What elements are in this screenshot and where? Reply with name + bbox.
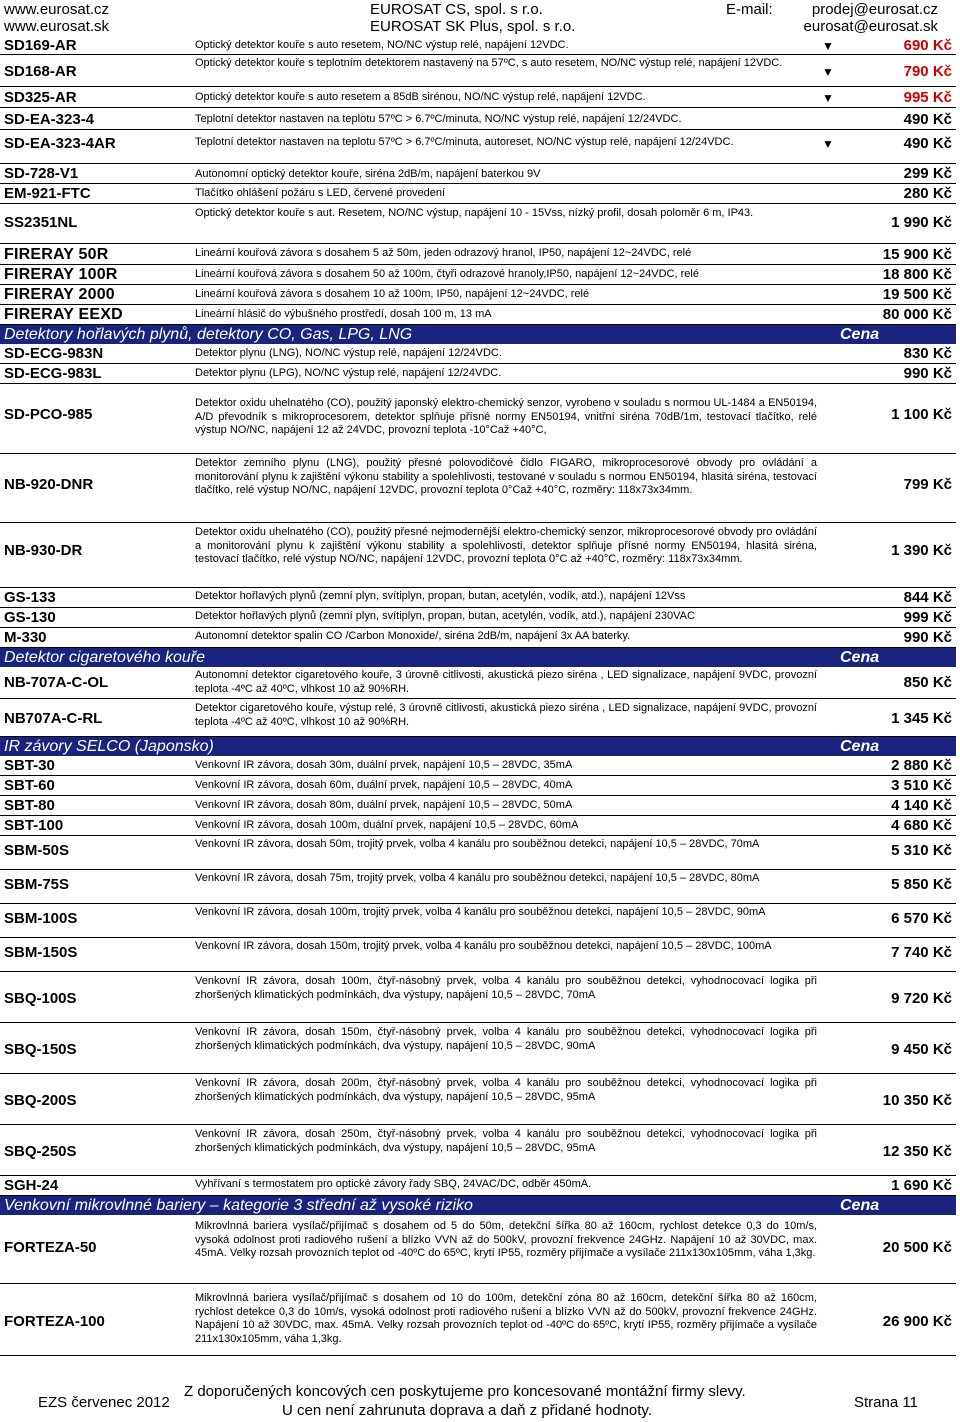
table-row bbox=[0, 667, 956, 699]
section-header-gas bbox=[0, 325, 956, 344]
product-price: 12 350 Kč bbox=[882, 1143, 952, 1160]
product-description: Detektor plynu (LPG), NO/NC výstup relé, napájení 12/24VDC. bbox=[195, 367, 502, 379]
product-description: Mikrovlnná bariera vysílač/přijímač s dosahem od 5 do 50m, detekční šířka 80 až 160cm, rychlost detekce 0,3 do 10m/s, vysoká odolnost proti radiového rušení a blízko VVN až do 500kV, provozní frekvence 24GHz. Napájení 10 až 30VDC, max. 45mA. Velky rozsah provozních teplot od -40ºC do 65ºC, krytí IP55, rozměry přijímače a vysílače 211x130x105mm, váha 1,3kg. bbox=[195, 1220, 817, 1259]
product-description: Venkovní IR závora, dosah 100m, duální prvek, napájení 10,5 – 28VDC, 60mA bbox=[195, 819, 579, 831]
product-code: SD168-AR bbox=[4, 63, 77, 80]
product-description: Detektor hořlavých plynů (zemní plyn, svítiplyn, propan, butan, acetylén, vodík, atd.), napájení 12Vss bbox=[195, 590, 686, 602]
table-row bbox=[0, 608, 956, 628]
header-email-label: E-mail: bbox=[726, 1, 773, 18]
table-row bbox=[0, 904, 956, 938]
table-row bbox=[0, 55, 956, 87]
product-price: 990 Kč bbox=[903, 365, 952, 382]
product-price: 6 570 Kč bbox=[891, 910, 952, 927]
table-row bbox=[0, 776, 956, 796]
product-code: SBQ-100S bbox=[4, 990, 77, 1007]
product-price: 1 390 Kč bbox=[891, 542, 952, 559]
product-code: SBM-75S bbox=[4, 876, 70, 893]
product-price: 490 Kč bbox=[903, 135, 952, 152]
product-code: NB-920-DNR bbox=[4, 476, 94, 493]
table-row bbox=[0, 1284, 956, 1356]
page-footer bbox=[0, 1380, 960, 1422]
price-change-down-icon: ▼ bbox=[822, 91, 834, 105]
product-code: SBT-30 bbox=[4, 757, 55, 774]
product-price: 3 510 Kč bbox=[891, 777, 952, 794]
header-web-sk: www.eurosat.sk bbox=[4, 18, 110, 35]
product-price: 490 Kč bbox=[903, 111, 952, 128]
product-price: 5 850 Kč bbox=[891, 876, 952, 893]
table-row bbox=[0, 1074, 956, 1125]
product-description: Detektor hořlavých plynů (zemní plyn, svítiplyn, propan, butan, acetylén, vodík, atd.), napájení 230VAC bbox=[195, 610, 695, 622]
product-price: 26 900 Kč bbox=[882, 1313, 952, 1330]
table-row bbox=[0, 384, 956, 454]
product-description: Venkovní IR závora, dosah 250m, čtyř-násobný prvek, volba 4 kanálu pro souběžnou detekci, vyhodnocovací logika při zhoršených klimatických podmínkách, dva výstupy, napájení 10,5 – 28VDC, 95mA bbox=[195, 1128, 817, 1154]
product-code: FORTEZA-50 bbox=[4, 1239, 97, 1256]
product-price: 2 880 Kč bbox=[891, 757, 952, 774]
table-row bbox=[0, 285, 956, 305]
product-description: Lineární kouřová závora s dosahem 5 až 50m, jeden odrazový hranol, IP50, napájení 12~24VDC, relé bbox=[195, 247, 692, 259]
product-price: 19 500 Kč bbox=[882, 286, 952, 303]
product-code: SBM-100S bbox=[4, 910, 78, 927]
product-code: SD-ECG-983L bbox=[4, 365, 102, 382]
product-price: 80 000 Kč bbox=[882, 306, 952, 323]
product-description: Tlačítko ohlášení požáru s LED, červené provedení bbox=[195, 187, 446, 199]
price-change-down-icon: ▼ bbox=[822, 137, 834, 151]
product-description: Optický detektor kouře s aut. Resetem, NO/NC výstup, napájení 10 - 15Vss, nízký profil, dosah poloměr 6 m, IP43. bbox=[195, 207, 754, 219]
product-code: FIRERAY 2000 bbox=[4, 286, 115, 303]
product-price: 299 Kč bbox=[903, 165, 952, 182]
product-description: Venkovní IR závora, dosah 30m, duální prvek, napájení 10,5 – 28VDC, 35mA bbox=[195, 759, 573, 771]
table-row bbox=[0, 36, 956, 55]
product-code: SBT-60 bbox=[4, 777, 55, 794]
product-description: Venkovní IR závora, dosah 150m, čtyř-násobný prvek, volba 4 kanálu pro souběžnou detekci, vyhodnocovací logika při zhoršených klimatických podmínkách, dva výstupy, napájení 10,5 – 28VDC, 90mA bbox=[195, 1026, 817, 1052]
product-code: GS-130 bbox=[4, 609, 56, 626]
table-row bbox=[0, 344, 956, 364]
product-code: FIRERAY 100R bbox=[4, 266, 118, 283]
section-header-ir bbox=[0, 737, 956, 756]
product-description: Vyhřívaní s termostatem pro optické závory řady SBQ, 24VAC/DC, odběr 450mA. bbox=[195, 1178, 592, 1190]
table-row bbox=[0, 244, 956, 265]
table-row bbox=[0, 699, 956, 737]
product-description: Autonomní detektor spalin CO /Carbon Monoxide/, siréna 2dB/m, napájení 3x AA baterky. bbox=[195, 630, 631, 642]
product-code: FORTEZA-100 bbox=[4, 1313, 105, 1330]
product-description: Detektor oxidu uhelnatého (CO), použitý japonský elektro-chemický senzor, vyrobeno v souladu s normou UL-1484 a EN50194, A/D převodník s mikroprocesorem, detektor splňuje přísné normy EN50194, vnitřní siréna 70dB/1m, testovací tlačítko, relé výstup NO/NC, napájení 12 až 24VDC, provozní teplota -10°Caž +40°C, bbox=[195, 397, 817, 436]
section-price-label: Cena bbox=[840, 738, 880, 755]
table-row bbox=[0, 756, 956, 776]
product-price: 850 Kč bbox=[903, 674, 952, 691]
table-row bbox=[0, 523, 956, 588]
product-price: 1 690 Kč bbox=[891, 1177, 952, 1194]
footer-date: EZS červenec 2012 bbox=[38, 1394, 170, 1411]
table-row bbox=[0, 454, 956, 523]
table-row bbox=[0, 870, 956, 904]
product-price: 830 Kč bbox=[903, 345, 952, 362]
product-code: FIRERAY EEXD bbox=[4, 306, 123, 323]
product-description: Venkovní IR závora, dosah 150m, trojitý prvek, volba 4 kanálu pro souběžnou detekci, napájení 10,5 – 28VDC, 100mA bbox=[195, 940, 772, 952]
product-price: 5 310 Kč bbox=[891, 842, 952, 859]
table-row bbox=[0, 816, 956, 836]
product-description: Teplotní detektor nastaven na teplotu 57ºC > 6.7ºC/minuta, NO/NC výstup relé, napájení 12/24VDC. bbox=[195, 113, 682, 125]
product-price: 690 Kč bbox=[903, 37, 952, 54]
section-price-label: Cena bbox=[840, 326, 880, 343]
header-company-cz: EUROSAT CS, spol. s r.o. bbox=[370, 1, 543, 18]
product-description: Teplotní detektor nastaven na teplotu 57ºC > 6.7ºC/minuta, autoreset, NO/NC výstup relé, napájení 12/24VDC. bbox=[195, 136, 734, 148]
product-code: EM-921-FTC bbox=[4, 185, 91, 202]
product-code: SD-EA-323-4AR bbox=[4, 135, 116, 152]
product-code: SGH-24 bbox=[4, 1177, 59, 1194]
product-code: SBQ-250S bbox=[4, 1143, 77, 1160]
table-row bbox=[0, 204, 956, 244]
product-description: Detektor oxidu uhelnatého (CO), použitý přesné nejmodernější elektro-chemický senzor, mikroprocesorové obvody pro ovládání a monitorování plynu k zajištění výkonu stability a spolehlivosti, detektor splňuje přísné normy EN50194, hlasitá siréna, testovací tlačítko, relé výstup NO/NC, napájení 12VDC, provozní teplota 0°C až +40°C, rozměry: 118x73x34mm. bbox=[195, 526, 817, 565]
section-title: Venkovní mikrovlnné bariery – kategorie 3 střední až vysoké riziko bbox=[4, 1197, 473, 1214]
product-description: Optický detektor kouře s teplotním detektorem nastavený na 57ºC, s auto resetem, NO/NC výstup relé, napájení 12VDC. bbox=[195, 57, 783, 69]
product-code: M-330 bbox=[4, 629, 47, 646]
product-description: Venkovní IR závora, dosah 80m, duální prvek, napájení 10,5 – 28VDC, 50mA bbox=[195, 799, 573, 811]
table-row bbox=[0, 1176, 956, 1196]
section-title: IR závory SELCO (Japonsko) bbox=[4, 738, 214, 755]
section-header-smoke bbox=[0, 648, 956, 667]
product-price: 9 450 Kč bbox=[891, 1041, 952, 1058]
product-price: 1 100 Kč bbox=[891, 406, 952, 423]
product-price: 1 990 Kč bbox=[891, 214, 952, 231]
product-code: NB-930-DR bbox=[4, 542, 83, 559]
product-price: 20 500 Kč bbox=[882, 1239, 952, 1256]
product-price: 9 720 Kč bbox=[891, 990, 952, 1007]
table-row bbox=[0, 305, 956, 325]
table-row bbox=[0, 1215, 956, 1284]
footer-vat-note: U cen není zahrunuta doprava a daň z přidané hodnoty. bbox=[282, 1402, 652, 1419]
table-row bbox=[0, 628, 956, 648]
product-code: SBT-100 bbox=[4, 817, 64, 834]
footer-page-number: Strana 11 bbox=[854, 1394, 918, 1411]
product-description: Venkovní IR závora, dosah 50m, trojitý prvek, volba 4 kanálu pro souběžnou detekci, napájení 10,5 – 28VDC, 70mA bbox=[195, 838, 760, 850]
section-header-mw bbox=[0, 1196, 956, 1215]
section-title: Detektor cigaretového kouře bbox=[4, 649, 205, 666]
product-code: SBM-150S bbox=[4, 944, 78, 961]
product-code: SD325-AR bbox=[4, 89, 77, 106]
product-description: Venkovní IR závora, dosah 100m, čtyř-násobný prvek, volba 4 kanálu pro souběžnou detekci, vyhodnocovací logika při zhoršených klimatických podmínkách, dva výstupy, napájení 10,5 – 28VDC, 70mA bbox=[195, 975, 817, 1001]
product-code: FIRERAY 50R bbox=[4, 246, 109, 263]
product-price: 799 Kč bbox=[903, 476, 952, 493]
product-price: 790 Kč bbox=[903, 63, 952, 80]
product-code: SBQ-150S bbox=[4, 1041, 77, 1058]
table-row bbox=[0, 87, 956, 108]
section-title: Detektory hořlavých plynů, detektory CO, Gas, LPG, LNG bbox=[4, 326, 413, 343]
product-description: Venkovní IR závora, dosah 60m, duální prvek, napájení 10,5 – 28VDC, 40mA bbox=[195, 779, 573, 791]
table-row bbox=[0, 836, 956, 870]
header-email-sk: eurosat@eurosat.sk bbox=[803, 18, 938, 35]
header-web-cz: www.eurosat.cz bbox=[4, 1, 110, 18]
product-description: Autonomní detektor cigaretového kouře, 3 úrovně citlivosti, akustická piezo siréna , LED signalizace, napájení 9VDC, provozní teplota -4ºC až 40ºC, vlhkost 10 až 90%RH. bbox=[195, 669, 817, 695]
product-description: Detektor cigaretového kouře, výstup relé, 3 úrovně citlivosti, akustická piezo siréna , LED signalizace, napájení 9VDC, provozní teplota -4ºC až 40ºC, vlhkost 10 až 90%RH. bbox=[195, 702, 817, 728]
price-change-down-icon: ▼ bbox=[822, 39, 834, 53]
product-price: 7 740 Kč bbox=[891, 944, 952, 961]
table-row bbox=[0, 972, 956, 1023]
product-price: 10 350 Kč bbox=[882, 1092, 952, 1109]
table-row bbox=[0, 938, 956, 972]
table-row bbox=[0, 130, 956, 164]
table-row bbox=[0, 1125, 956, 1176]
section-price-label: Cena bbox=[840, 649, 880, 666]
product-description: Optický detektor kouře s auto resetem a 85dB sirénou, NO/NC výstup relé, napájení 12VDC. bbox=[195, 91, 646, 103]
product-code: SD-728-V1 bbox=[4, 165, 79, 182]
product-description: Venkovní IR závora, dosah 100m, trojitý prvek, volba 4 kanálu pro souběžnou detekci, napájení 10,5 – 28VDC, 90mA bbox=[195, 906, 766, 918]
product-code: SBT-80 bbox=[4, 797, 55, 814]
product-description: Mikrovlnná bariera vysílač/přijímač s dosahem od 10 do 100m, detekční zóna 80 až 160cm, detekční šířka 80 až 160cm, rychlost detekce 0,3 do 10m/s, vysoká odolnost proti radiového rušení a blízko VVN až do 500kV, provozní frekvence 24GHz. Napájení 10 až 30VDC, max. 45mA. Velky rozsah provozních teplot od -40ºC do 65ºC, krytí IP55, rozměry přijímače a vysílače 211x130x105mm, váha 1,3kg. bbox=[195, 1292, 817, 1345]
product-code: SBM-50S bbox=[4, 842, 70, 859]
product-price: 18 800 Kč bbox=[882, 266, 952, 283]
product-code: SS2351NL bbox=[4, 214, 78, 231]
product-price: 15 900 Kč bbox=[882, 246, 952, 263]
product-price: 1 345 Kč bbox=[891, 710, 952, 727]
product-description: Lineární kouřová závora s dosahem 10 až 100m, IP50, napájení 12~24VDC, relé bbox=[195, 288, 590, 300]
table-row bbox=[0, 265, 956, 285]
header-company-sk: EUROSAT SK Plus, spol. s r.o. bbox=[370, 18, 576, 35]
product-code: SD-ECG-983N bbox=[4, 345, 104, 362]
table-row bbox=[0, 1023, 956, 1074]
table-row bbox=[0, 796, 956, 816]
table-row bbox=[0, 364, 956, 384]
page-header bbox=[0, 0, 960, 36]
product-description: Lineární kouřová závora s dosahem 50 až 100m, čtyři odrazové hranoly,IP50, napájení 12~24VDC, relé bbox=[195, 268, 699, 280]
product-description: Lineární hlásič do výbušného prostředí, dosah 100 m, 13 mA bbox=[195, 308, 492, 320]
product-price: 4 140 Kč bbox=[891, 797, 952, 814]
product-description: Venkovní IR závora, dosah 200m, čtyř-násobný prvek, volba 4 kanálu pro souběžnou detekci, vyhodnocovací logika při zhoršených klimatických podmínkách, dva výstupy, napájení 10,5 – 28VDC, 95mA bbox=[195, 1077, 817, 1103]
product-description: Detektor plynu (LNG), NO/NC výstup relé, napájení 12/24VDC. bbox=[195, 347, 502, 359]
product-code: SD-PCO-985 bbox=[4, 406, 93, 423]
product-price: 280 Kč bbox=[903, 185, 952, 202]
table-row bbox=[0, 184, 956, 204]
product-description: Detektor zemního plynu (LNG), použitý přesné polovodičové čidlo FIGARO, mikroprocesorové obvody pro ovládání a monitorování plynu k zajištění výkonu stability a spolehlivosti, testované v souladu s normou EN50194, hlasitá siréna, testovací tlačítko, relé výstup NO/NC, napájení 12VDC, provozní teplota 0°Caž +40°C, rozměry: 118x73x34mm. bbox=[195, 457, 817, 496]
product-description: Autonomní optický detektor kouře, siréna 2dB/m, napájení baterkou 9V bbox=[195, 168, 541, 180]
product-price: 990 Kč bbox=[903, 629, 952, 646]
table-row bbox=[0, 108, 956, 130]
product-price: 4 680 Kč bbox=[891, 817, 952, 834]
product-code: GS-133 bbox=[4, 589, 56, 606]
product-price: 999 Kč bbox=[903, 609, 952, 626]
product-price: 995 Kč bbox=[903, 89, 952, 106]
product-code: SBQ-200S bbox=[4, 1092, 77, 1109]
product-price: 844 Kč bbox=[903, 589, 952, 606]
product-code: SD169-AR bbox=[4, 37, 77, 54]
product-code: SD-EA-323-4 bbox=[4, 111, 95, 128]
section-price-label: Cena bbox=[840, 1197, 880, 1214]
price-change-down-icon: ▼ bbox=[822, 65, 834, 79]
product-code: NB-707A-C-OL bbox=[4, 674, 109, 691]
footer-discount-note: Z doporučených koncových cen poskytujeme pro koncesované montážní firmy slevy. bbox=[184, 1383, 746, 1400]
table-row bbox=[0, 164, 956, 184]
product-description: Optický detektor kouře s auto resetem, NO/NC výstup relé, napájení 12VDC. bbox=[195, 39, 569, 51]
product-code: NB707A-C-RL bbox=[4, 710, 103, 727]
table-row bbox=[0, 588, 956, 608]
header-email-cz: prodej@eurosat.cz bbox=[811, 1, 938, 18]
product-description: Venkovní IR závora, dosah 75m, trojitý prvek, volba 4 kanálu pro souběžnou detekci, napájení 10,5 – 28VDC, 80mA bbox=[195, 872, 760, 884]
